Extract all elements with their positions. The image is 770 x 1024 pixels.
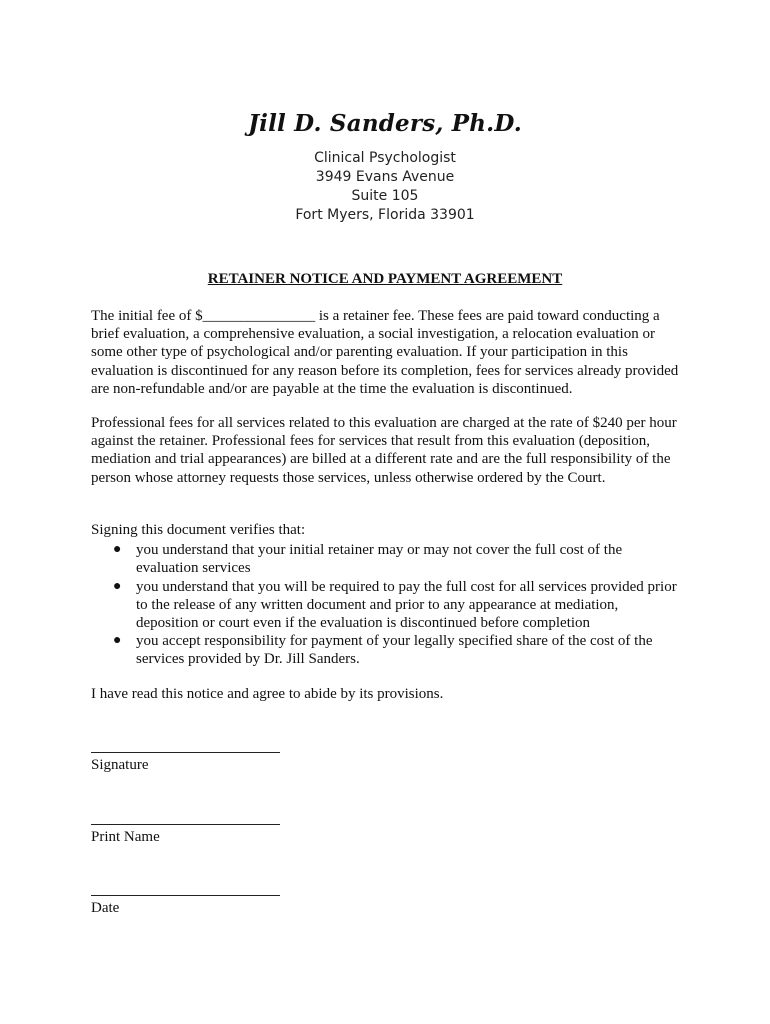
date-field[interactable] (91, 895, 391, 917)
document-title: RETAINER NOTICE AND PAYMENT AGREEMENT (207, 271, 563, 287)
signature-label: Signature (91, 757, 149, 773)
fees-paragraph (91, 414, 681, 487)
bullet-icon: ● (113, 542, 122, 558)
letterhead (0, 110, 770, 225)
print-name-label: Print Name (91, 829, 160, 845)
list-item (91, 632, 681, 668)
provider-name: Jill D. Sanders, Ph.D. (248, 110, 522, 137)
bullet-icon: ● (113, 578, 122, 594)
list-item (91, 578, 681, 633)
list-item-text: you understand that your initial retainer may or may not cover the full cost of the evaluation services (136, 542, 623, 577)
date-line[interactable] (91, 895, 280, 896)
signature-line[interactable] (91, 752, 280, 753)
date-label: Date (91, 900, 120, 916)
bullet-icon: ● (113, 633, 122, 649)
agreement-text: I have read this notice and agree to abide by its provisions. (91, 686, 444, 702)
address-street: 3949 Evans Avenue (315, 169, 455, 185)
signature-field[interactable] (91, 752, 391, 774)
list-item-text: you accept responsibility for payment of your legally specified share of the cost of the services provided by Dr. Jill Sanders. (136, 633, 653, 668)
agreement-statement (91, 685, 681, 703)
retainer-paragraph (91, 307, 681, 398)
list-item (91, 541, 681, 577)
address-city: Fort Myers, Florida 33901 (295, 207, 475, 223)
print-name-line[interactable] (91, 824, 280, 825)
verification-list (91, 541, 681, 668)
list-item-text: you understand that you will be required to pay the full cost for all services provided prior to the release of any written document and prior to any appearance at mediation, deposition or court even if the evaluation is discontinued before completion (136, 578, 677, 632)
verification-intro: Signing this document verifies that: (91, 522, 306, 538)
print-name-field[interactable] (91, 824, 391, 846)
verification-section (91, 521, 681, 669)
fees-paragraph-text: Professional fees for all services related to this evaluation are charged at the rate of $240 per hour against the retainer. Professional fees for services that result from this evaluation (deposition, mediation and trial appearances) are billed at a different rate and are the full responsibility of the person whose attorney requests those services, unless otherwise ordered by the Court. (91, 415, 677, 486)
provider-title: Clinical Psychologist (314, 150, 456, 166)
retainer-paragraph-text: The initial fee of $_______________ is a retainer fee. These fees are paid toward conducting a brief evaluation, a comprehensive evaluation, a social investigation, a relocation evaluation or some other type of psychological and/or parenting evaluation. If your participation in this evaluation is discontinued for any reason before its completion, fees for services already provided are non-refundable and/or are payable at the time the evaluation is discontinued. (91, 308, 679, 397)
address-suite: Suite 105 (351, 188, 419, 204)
